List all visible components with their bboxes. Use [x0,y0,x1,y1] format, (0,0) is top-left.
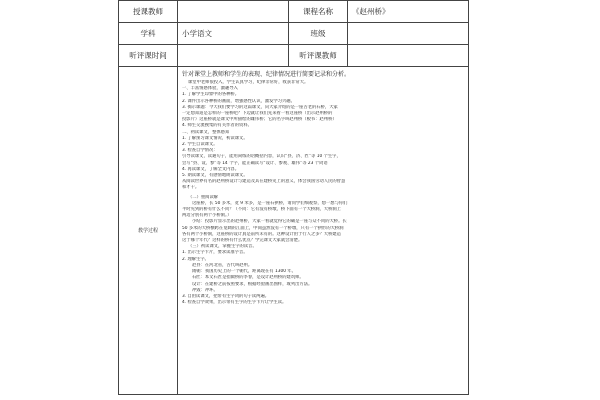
note-line: 2. 课件出示各种桥的画面，增强感性认识，激发学习兴趣。 [182,98,295,104]
note-line: 1. 出示生字卡片，要求读准字音。 [182,250,248,256]
note-line: 赵县：在河北省，古代叫赵州。 [192,262,253,268]
note-line: 4. 再读课文，了解全文内容。 [182,166,240,172]
note-line: 二、初读课文，整体感知 [182,129,230,135]
note-line: 3. 检查自学情况： [182,148,218,154]
reviewer-value [348,45,469,67]
note-line: 这座桥，长 50 多米，宽 9 米多，是一座石拱桥，请同学们细观察，想一想与你们 [192,200,348,206]
note-line: 投影片）这座桥就是课文中所描绘的雄伟桥；它的名字叫赵州桥（板书：赵州桥） [182,117,337,123]
note-line: 4. 师生交流搜集的有关作者的资料。 [182,123,252,129]
note-line: 2. 理解生字。 [182,256,209,262]
note-line: 3. 自由读课文，把带有生字词的句子读两遍。 [182,293,270,299]
note-line: 3. 揭示课题：今天我们要学习的这篇课文，向大家介绍的是一座古老的石桥，大家 [182,104,338,110]
subject-label: 学科 [119,23,178,45]
class-value [348,23,469,45]
note-line: 5. 朗读课文，有感情地朗读课文。 [182,173,248,179]
note-line: 一、丰富情感体验，激趣导入 [182,86,238,92]
header-row-2 [119,23,469,45]
course-title-label: 课程名称 [289,1,348,23]
note-line: 两边分别有两个小桥洞。） [182,213,232,219]
notes-body [182,80,464,306]
note-line: 各有两个小桥洞，这座桥的设计真是前所未有的。这种设计由于行人之多？大桥建造 [182,231,341,237]
lesson-observation-form [118,0,469,400]
note-line: 4. 检查自学效果，出示带有生字的生字卡片让学生读。 [182,300,287,306]
note-line: （三）初读课文，掌握生字的读音。 [188,244,257,250]
note-line: 设计：在建桥之前按照要求，根据经验画出图样，或列出方法。 [192,281,313,287]
note-line: 从阅读世界有名的赵州桥设计与建造及其在建桥史上的意义，体会我国劳动人民的智慧 [182,179,346,185]
note-line: 一定想知道是怎样的一座桥吧？下边就让我们先来看一看这座桥（出示赵州桥的 [182,111,333,117]
note-line: 1. 了解预习课文情况，初读课文。 [182,135,248,141]
note-line: 2. 学生自读课文。 [182,142,218,148]
subject-value: 小学语文 [178,23,289,45]
teacher-label: 授课教师 [119,1,178,23]
note-line: 1. 了解学生印象中的各种桥。 [182,92,240,98]
teacher-value [178,1,289,23]
note-line: 引导读课文，读通句子，能用简练的语概括内容，认识“县、济、匠”等 10 个生字， [182,154,341,160]
course-title-value: 《赵州桥》 [348,1,469,23]
note-line: 会写“县、设、参”等 14 个字，能正确读写“设计、参观、雄伟”等 23 个词语 [182,160,328,166]
note-line: 隋朝：我国历史上的一个朝代，距离现在有 1300 年。 [192,269,296,275]
note-line: 课堂中老师很投入，学生认真学习，纪律非常好，收获非常大。 [188,80,309,85]
process-row [119,67,469,395]
notes-instruction: 针对课堂上教师和学生的表现、纪律情况进行简要记录和分析。 [182,71,351,78]
observation-time-label: 听评课时间 [119,45,178,67]
note-line: 50 多米的大桥横跨在宽阔的江面上，中间虽然没有一个桥墩，只有一个拱形的大桥洞 [182,225,344,231]
observation-time-value [178,45,289,67]
note-line: 和才干。 [182,185,200,191]
header-row-1 [119,1,469,23]
note-line: 平时见到的桥有什么不同？（不同：它有没有桥墩，桥下面有一个大桥洞，大桥洞上 [182,207,341,213]
note-line: 石匠：本文石匠是指做桥的李春，是设计赵州桥的建筑师。 [192,275,304,281]
note-line: 冲毁：冲坏。 [192,287,218,293]
observation-table [118,0,469,395]
header-row-3 [119,45,469,67]
note-line: 这于哪个年代？这样的桥有什么优点？学完课文大家就会清楚。 [182,238,303,244]
note-line: 小结：投影片显示出的赵州桥，大家一看就觉得它的确是一座与众不同的大桥。长 [192,219,347,225]
reviewer-label: 听评课教师 [289,45,348,67]
teaching-process-label: 教学过程 [119,67,178,395]
class-label: 班级 [289,23,348,45]
note-line: （二）重阅读解 [188,194,219,200]
teaching-process-notes [178,67,469,395]
